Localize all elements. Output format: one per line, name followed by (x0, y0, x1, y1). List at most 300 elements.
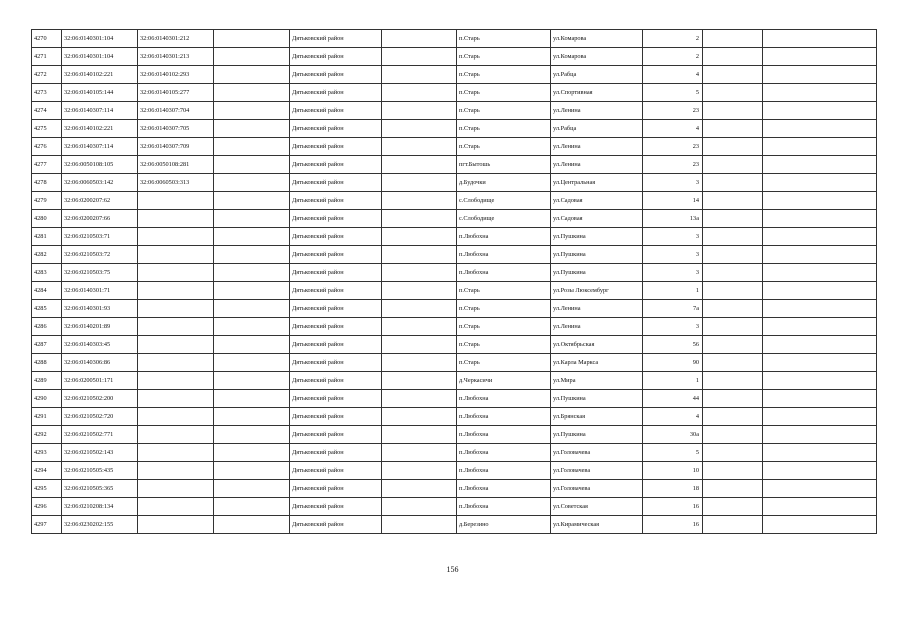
blank-cell (763, 336, 877, 354)
blank-cell (382, 426, 457, 444)
district: Дятьковский район (290, 462, 382, 480)
house-number: 16 (643, 516, 703, 534)
house-number: 4 (643, 408, 703, 426)
house-number: 10 (643, 462, 703, 480)
blank-cell (703, 120, 763, 138)
blank-cell (382, 516, 457, 534)
blank-cell (214, 30, 290, 48)
cadastral-number: 32:06:0210502:143 (62, 444, 138, 462)
house-number: 2 (643, 30, 703, 48)
table-row (32, 390, 877, 408)
table-row (32, 120, 877, 138)
blank-cell (703, 30, 763, 48)
object-cadastral-number: 32:06:0140307:705 (138, 120, 214, 138)
blank-cell (214, 246, 290, 264)
row-number: 4277 (32, 156, 62, 174)
blank-cell (763, 444, 877, 462)
row-number: 4273 (32, 84, 62, 102)
blank-cell (703, 264, 763, 282)
house-number: 90 (643, 354, 703, 372)
cadastral-number: 32:06:0200501:171 (62, 372, 138, 390)
cadastral-number: 32:06:0210503:75 (62, 264, 138, 282)
street: ул.Брянская (551, 408, 643, 426)
row-number: 4286 (32, 318, 62, 336)
object-cadastral-number: 32:06:0140301:212 (138, 30, 214, 48)
blank-cell (763, 84, 877, 102)
settlement: д.Будочки (457, 174, 551, 192)
blank-cell (763, 174, 877, 192)
object-cadastral-number: 32:06:0050108:281 (138, 156, 214, 174)
row-number: 4289 (32, 372, 62, 390)
blank-cell (214, 174, 290, 192)
object-cadastral-number: 32:06:0140102:293 (138, 66, 214, 84)
row-number: 4271 (32, 48, 62, 66)
house-number: 3 (643, 174, 703, 192)
settlement: п.Любохна (457, 426, 551, 444)
street: ул.Ленина (551, 300, 643, 318)
cadastral-number: 32:06:0210502:771 (62, 426, 138, 444)
blank-cell (703, 390, 763, 408)
blank-cell (214, 228, 290, 246)
district: Дятьковский район (290, 318, 382, 336)
object-cadastral-number (138, 480, 214, 498)
blank-cell (763, 156, 877, 174)
blank-cell (703, 354, 763, 372)
cadastral-number: 32:06:0210502:200 (62, 390, 138, 408)
district: Дятьковский район (290, 156, 382, 174)
blank-cell (382, 48, 457, 66)
object-cadastral-number (138, 228, 214, 246)
settlement: п.Старь (457, 354, 551, 372)
blank-cell (703, 408, 763, 426)
settlement: п.Любохна (457, 228, 551, 246)
blank-cell (703, 336, 763, 354)
object-cadastral-number (138, 282, 214, 300)
district: Дятьковский район (290, 66, 382, 84)
row-number: 4276 (32, 138, 62, 156)
table-row (32, 48, 877, 66)
row-number: 4282 (32, 246, 62, 264)
blank-cell (703, 318, 763, 336)
settlement: п.Старь (457, 138, 551, 156)
object-cadastral-number (138, 372, 214, 390)
district: Дятьковский район (290, 480, 382, 498)
blank-cell (382, 408, 457, 426)
house-number: 5 (643, 444, 703, 462)
blank-cell (382, 336, 457, 354)
page-number: 156 (446, 565, 459, 574)
object-cadastral-number: 32:06:0140307:709 (138, 138, 214, 156)
blank-cell (382, 210, 457, 228)
street: ул.Ленина (551, 318, 643, 336)
blank-cell (763, 300, 877, 318)
settlement: п.Старь (457, 30, 551, 48)
blank-cell (214, 282, 290, 300)
blank-cell (703, 246, 763, 264)
district: Дятьковский район (290, 516, 382, 534)
settlement: п.Любохна (457, 480, 551, 498)
blank-cell (382, 354, 457, 372)
object-cadastral-number (138, 300, 214, 318)
blank-cell (214, 462, 290, 480)
house-number: 3 (643, 264, 703, 282)
records-table (31, 29, 877, 534)
blank-cell (382, 318, 457, 336)
blank-cell (214, 210, 290, 228)
house-number: 23 (643, 156, 703, 174)
table-row (32, 372, 877, 390)
row-number: 4270 (32, 30, 62, 48)
district: Дятьковский район (290, 408, 382, 426)
blank-cell (382, 192, 457, 210)
blank-cell (703, 444, 763, 462)
settlement: п.Любохна (457, 246, 551, 264)
district: Дятьковский район (290, 210, 382, 228)
house-number: 1 (643, 282, 703, 300)
cadastral-number: 32:06:0210503:71 (62, 228, 138, 246)
table-row (32, 354, 877, 372)
settlement: п.Любохна (457, 462, 551, 480)
row-number: 4296 (32, 498, 62, 516)
cadastral-number: 32:06:0210505:365 (62, 480, 138, 498)
street: ул.Пушкина (551, 426, 643, 444)
blank-cell (703, 516, 763, 534)
cadastral-number: 32:06:0210505:435 (62, 462, 138, 480)
blank-cell (382, 498, 457, 516)
table-row (32, 462, 877, 480)
cadastral-number: 32:06:0050108:105 (62, 156, 138, 174)
object-cadastral-number (138, 318, 214, 336)
blank-cell (763, 462, 877, 480)
cadastral-number: 32:06:0210502:720 (62, 408, 138, 426)
settlement: п.Любохна (457, 264, 551, 282)
blank-cell (703, 372, 763, 390)
row-number: 4285 (32, 300, 62, 318)
cadastral-number: 32:06:0140102:221 (62, 66, 138, 84)
records-table-body (32, 30, 877, 534)
settlement: д.Березино (457, 516, 551, 534)
blank-cell (382, 300, 457, 318)
cadastral-number: 32:06:0140301:104 (62, 48, 138, 66)
blank-cell (214, 102, 290, 120)
street: ул.Пушкина (551, 390, 643, 408)
row-number: 4292 (32, 426, 62, 444)
blank-cell (382, 264, 457, 282)
object-cadastral-number (138, 264, 214, 282)
district: Дятьковский район (290, 120, 382, 138)
row-number: 4281 (32, 228, 62, 246)
table-row (32, 444, 877, 462)
object-cadastral-number (138, 246, 214, 264)
blank-cell (703, 426, 763, 444)
object-cadastral-number (138, 444, 214, 462)
house-number: 4 (643, 66, 703, 84)
blank-cell (382, 282, 457, 300)
blank-cell (763, 318, 877, 336)
settlement: п.Любохна (457, 390, 551, 408)
street: ул.Пушкина (551, 246, 643, 264)
row-number: 4274 (32, 102, 62, 120)
table-row (32, 228, 877, 246)
district: Дятьковский район (290, 138, 382, 156)
blank-cell (214, 426, 290, 444)
blank-cell (763, 354, 877, 372)
blank-cell (214, 408, 290, 426)
blank-cell (763, 516, 877, 534)
blank-cell (763, 408, 877, 426)
house-number: 1 (643, 372, 703, 390)
table-row (32, 498, 877, 516)
blank-cell (763, 480, 877, 498)
blank-cell (703, 138, 763, 156)
row-number: 4295 (32, 480, 62, 498)
table-row (32, 426, 877, 444)
object-cadastral-number: 32:06:0060503:313 (138, 174, 214, 192)
street: ул.Центральная (551, 174, 643, 192)
street: ул.Кирамическая (551, 516, 643, 534)
blank-cell (214, 300, 290, 318)
cadastral-number: 32:06:0140102:221 (62, 120, 138, 138)
blank-cell (763, 426, 877, 444)
object-cadastral-number (138, 210, 214, 228)
cadastral-number: 32:06:0140105:144 (62, 84, 138, 102)
blank-cell (214, 84, 290, 102)
row-number: 4279 (32, 192, 62, 210)
blank-cell (382, 66, 457, 84)
row-number: 4293 (32, 444, 62, 462)
blank-cell (382, 120, 457, 138)
blank-cell (763, 246, 877, 264)
blank-cell (214, 48, 290, 66)
blank-cell (214, 66, 290, 84)
blank-cell (214, 120, 290, 138)
blank-cell (703, 102, 763, 120)
object-cadastral-number (138, 336, 214, 354)
cadastral-number: 32:06:0200207:66 (62, 210, 138, 228)
blank-cell (214, 354, 290, 372)
row-number: 4284 (32, 282, 62, 300)
cadastral-number: 32:06:0210208:134 (62, 498, 138, 516)
cadastral-number: 32:06:0140201:89 (62, 318, 138, 336)
blank-cell (382, 444, 457, 462)
table-row (32, 210, 877, 228)
object-cadastral-number: 32:06:0140301:213 (138, 48, 214, 66)
blank-cell (214, 336, 290, 354)
settlement: пгт.Бытошь (457, 156, 551, 174)
row-number: 4280 (32, 210, 62, 228)
blank-cell (703, 66, 763, 84)
street: ул.Ленина (551, 138, 643, 156)
house-number: 44 (643, 390, 703, 408)
blank-cell (703, 210, 763, 228)
blank-cell (703, 174, 763, 192)
district: Дятьковский район (290, 192, 382, 210)
settlement: п.Старь (457, 336, 551, 354)
cadastral-number: 32:06:0140306:86 (62, 354, 138, 372)
blank-cell (703, 480, 763, 498)
settlement: п.Любохна (457, 498, 551, 516)
district: Дятьковский район (290, 246, 382, 264)
row-number: 4275 (32, 120, 62, 138)
street: ул.Пушкина (551, 228, 643, 246)
cadastral-number: 32:06:0210503:72 (62, 246, 138, 264)
house-number: 18 (643, 480, 703, 498)
table-row (32, 282, 877, 300)
settlement: п.Старь (457, 300, 551, 318)
blank-cell (763, 48, 877, 66)
table-row (32, 66, 877, 84)
row-number: 4294 (32, 462, 62, 480)
street: ул.Рабца (551, 66, 643, 84)
district: Дятьковский район (290, 390, 382, 408)
blank-cell (382, 84, 457, 102)
blank-cell (382, 462, 457, 480)
district: Дятьковский район (290, 498, 382, 516)
street: ул.Рабца (551, 120, 643, 138)
row-number: 4290 (32, 390, 62, 408)
blank-cell (763, 210, 877, 228)
row-number: 4283 (32, 264, 62, 282)
table-row (32, 30, 877, 48)
blank-cell (703, 84, 763, 102)
street: ул.Головачева (551, 480, 643, 498)
blank-cell (214, 138, 290, 156)
blank-cell (382, 156, 457, 174)
street: ул.Советская (551, 498, 643, 516)
row-number: 4278 (32, 174, 62, 192)
row-number: 4288 (32, 354, 62, 372)
table-row (32, 246, 877, 264)
district: Дятьковский район (290, 228, 382, 246)
blank-cell (382, 246, 457, 264)
blank-cell (214, 516, 290, 534)
district: Дятьковский район (290, 84, 382, 102)
street: ул.Октябрьская (551, 336, 643, 354)
blank-cell (382, 228, 457, 246)
cadastral-number: 32:06:0200207:62 (62, 192, 138, 210)
row-number: 4291 (32, 408, 62, 426)
settlement: п.Старь (457, 120, 551, 138)
table-row (32, 516, 877, 534)
blank-cell (382, 174, 457, 192)
house-number: 23 (643, 102, 703, 120)
house-number: 3 (643, 246, 703, 264)
district: Дятьковский район (290, 372, 382, 390)
object-cadastral-number (138, 516, 214, 534)
blank-cell (703, 498, 763, 516)
table-row (32, 480, 877, 498)
district: Дятьковский район (290, 336, 382, 354)
blank-cell (763, 372, 877, 390)
settlement: п.Старь (457, 318, 551, 336)
blank-cell (763, 228, 877, 246)
blank-cell (763, 66, 877, 84)
house-number: 13а (643, 210, 703, 228)
object-cadastral-number (138, 498, 214, 516)
house-number: 3 (643, 228, 703, 246)
cadastral-number: 32:06:0060503:142 (62, 174, 138, 192)
street: ул.Комарова (551, 48, 643, 66)
blank-cell (382, 480, 457, 498)
blank-cell (382, 102, 457, 120)
table-row (32, 318, 877, 336)
street: ул.Комарова (551, 30, 643, 48)
house-number: 56 (643, 336, 703, 354)
object-cadastral-number (138, 462, 214, 480)
cadastral-number: 32:06:0140307:114 (62, 102, 138, 120)
settlement: п.Старь (457, 102, 551, 120)
district: Дятьковский район (290, 444, 382, 462)
object-cadastral-number (138, 192, 214, 210)
street: ул.Садовая (551, 210, 643, 228)
blank-cell (382, 390, 457, 408)
object-cadastral-number (138, 354, 214, 372)
table-row (32, 156, 877, 174)
blank-cell (382, 138, 457, 156)
blank-cell (703, 282, 763, 300)
house-number: 5 (643, 84, 703, 102)
house-number: 7а (643, 300, 703, 318)
cadastral-number: 32:06:0140303:45 (62, 336, 138, 354)
cadastral-number: 32:06:0140301:71 (62, 282, 138, 300)
row-number: 4272 (32, 66, 62, 84)
district: Дятьковский район (290, 300, 382, 318)
house-number: 2 (643, 48, 703, 66)
blank-cell (214, 264, 290, 282)
object-cadastral-number: 32:06:0140105:277 (138, 84, 214, 102)
table-row (32, 300, 877, 318)
blank-cell (214, 156, 290, 174)
blank-cell (703, 462, 763, 480)
row-number: 4297 (32, 516, 62, 534)
blank-cell (703, 228, 763, 246)
blank-cell (703, 300, 763, 318)
settlement: п.Старь (457, 282, 551, 300)
table-row (32, 174, 877, 192)
table-row (32, 192, 877, 210)
settlement: с.Слободище (457, 210, 551, 228)
blank-cell (763, 102, 877, 120)
blank-cell (763, 192, 877, 210)
blank-cell (763, 264, 877, 282)
district: Дятьковский район (290, 30, 382, 48)
district: Дятьковский район (290, 282, 382, 300)
blank-cell (703, 192, 763, 210)
table-row (32, 138, 877, 156)
settlement: д.Черкасичи (457, 372, 551, 390)
house-number: 16 (643, 498, 703, 516)
street: ул.Пушкина (551, 264, 643, 282)
street: ул.Розы Люксембург (551, 282, 643, 300)
cadastral-number: 32:06:0230202:155 (62, 516, 138, 534)
district: Дятьковский район (290, 174, 382, 192)
blank-cell (763, 498, 877, 516)
blank-cell (763, 30, 877, 48)
settlement: с.Слободище (457, 192, 551, 210)
house-number: 4 (643, 120, 703, 138)
blank-cell (763, 282, 877, 300)
object-cadastral-number (138, 426, 214, 444)
settlement: п.Старь (457, 84, 551, 102)
blank-cell (214, 498, 290, 516)
district: Дятьковский район (290, 426, 382, 444)
blank-cell (763, 390, 877, 408)
table-row (32, 264, 877, 282)
blank-cell (214, 390, 290, 408)
settlement: п.Старь (457, 66, 551, 84)
table-row (32, 336, 877, 354)
blank-cell (382, 372, 457, 390)
